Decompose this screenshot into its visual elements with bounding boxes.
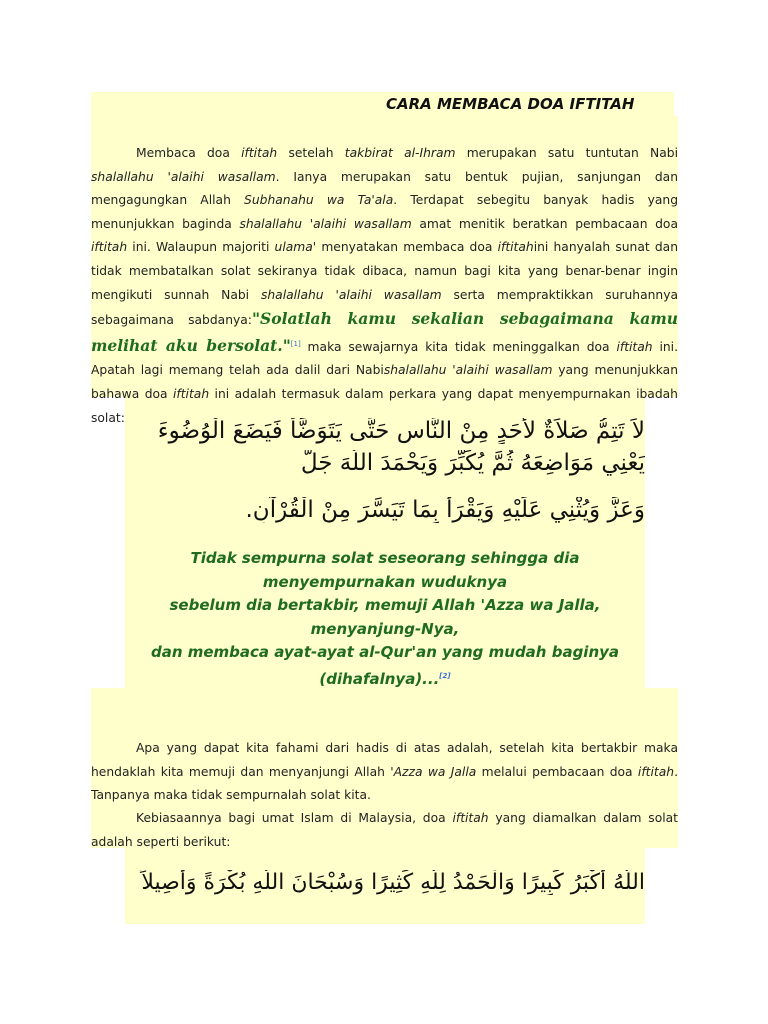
arabic-hadith-line-2: يَعْنِي مَوَاضِعَهُ ثُمَّ يُكَبِّرَ وَيَحْمَدَ اللَّهَ جَلَّ: [300, 450, 645, 476]
term-iftitah: iftitah: [452, 811, 489, 825]
text-run: . Tanpanya maka tidak sempurnalah solat kita.: [91, 764, 678, 803]
footnote-link-1[interactable]: [1]: [290, 339, 301, 348]
term-iftitah: iftitah: [91, 240, 128, 255]
translation-line: menyempurnakan wuduknya: [262, 572, 508, 591]
arabic-hadith-line-1: لاَ تَتِمُّ صَلاَةٌ لأَحَدٍ مِنْ النَّاسِ حَتَّى يَتَوَضَّأَ فَيَضَعَ الْوُضُوءَ: [157, 418, 645, 444]
hadith-quote: Solatlah kamu sekalian sebagaimana kamu melihat aku bersolat.: [91, 309, 678, 355]
term-iftitah: iftitah: [241, 146, 278, 160]
term-subhanahu: Subhanahu wa Ta'ala: [244, 193, 394, 208]
footnote-link-2[interactable]: [2]: [439, 671, 451, 680]
text-run: . Ianya merupakan satu bentuk pujian, sanjungan dan mengagungkan Allah: [91, 169, 678, 208]
highlight-gap: [91, 688, 678, 736]
page-title: CARA MEMBACA DOA IFTITAH: [386, 95, 635, 113]
term-salawat: shalallahu 'alaihi wasallam: [383, 363, 553, 378]
text-run: yang menunjukkan bahawa doa: [91, 363, 678, 402]
term-salawat: shalallahu 'alaihi wasallam: [260, 287, 442, 302]
text-run: merupakan satu tuntutan Nabi: [455, 146, 678, 160]
text-run: serta mempraktikkan suruhannya sebagaimana sabdanya:: [91, 287, 679, 328]
text-run: maka sewajarnya kita tidak meninggalkan doa: [300, 339, 617, 354]
hadith-quote-open: ": [251, 309, 261, 329]
text-run: setelah: [277, 146, 345, 160]
text-run: ini hanyalah sunat dan tidak membatalkan solat sekiranya tidak dibaca, namun bagi kita yang benar-benar ingin mengikuti sunnah Nabi: [91, 240, 678, 302]
term-salawat: shalallahu 'alaihi wasallam: [91, 169, 276, 184]
explanation-paragraph: [91, 737, 678, 808]
translation-line: menyanjung-Nya,: [310, 619, 460, 638]
translation-line-text: (dihafalnya)...: [319, 669, 440, 688]
text-run: amat menitik beratkan pembacaan doa: [411, 216, 678, 231]
practice-paragraph: [91, 807, 678, 854]
hadith-quote-close: ": [282, 335, 291, 355]
text-run: . Terdapat sebegitu banyak hadis yang menunjukkan baginda: [91, 193, 678, 231]
text-run: yang diamalkan dalam solat adalah seperti berikut:: [91, 811, 678, 849]
arabic-hadith-line-3: وَعَزَّ وَيُثْنِي عَلَيْهِ وَيَقْرَأُ بِمَا تَيَسَّرَ مِنْ الْقُرْآنِ.: [245, 497, 645, 523]
term-azza-wa-jalla: 'Azza wa Jalla: [390, 764, 477, 779]
intro-paragraph: [91, 142, 678, 430]
text-run: ini. Walaupun majoriti: [127, 240, 275, 255]
term-salawat: shalallahu 'alaihi wasallam: [239, 216, 412, 231]
text-run: ini. Apatah lagi memang telah ada dalil dari Nabi: [91, 339, 678, 378]
translation-line: dan membaca ayat-ayat al-Qur'an yang mudah baginya: [150, 643, 620, 662]
term-iftitah: iftitah: [172, 387, 210, 402]
translation-line: sebelum dia bertakbir, memuji Allah 'Azza wa Jalla,: [169, 596, 601, 615]
term-takbirat: takbirat al-Ihram: [344, 146, 456, 160]
translation-line: Tidak sempurna solat seseorang sehingga dia: [190, 549, 580, 567]
term-ulama: ulama': [274, 240, 317, 255]
text-run: Apa yang dapat kita fahami dari hadis di atas adalah, setelah kita bertakbir maka hendaklah kita memuji dan menyanjungi Allah: [91, 741, 678, 779]
text-run: ini adalah termasuk dalam perkara yang dapat menyempurnakan ibadah solat:: [91, 387, 678, 425]
term-iftitah: iftitah: [497, 240, 534, 255]
term-iftitah: iftitah: [616, 339, 653, 354]
text-run: Membaca doa: [136, 146, 242, 160]
text-run: Kebiasaannya bagi umat Islam di Malaysia, doa: [136, 811, 453, 825]
term-iftitah: iftitah: [637, 764, 675, 779]
translation-line: [125, 665, 645, 692]
text-run: menyatakan membaca doa: [316, 240, 498, 255]
arabic-dua: اللَّهُ أَكْبَرُ كَبِيرًا وَالْحَمْدُ لِلَّهِ كَثِيرًا وَسُبْحَانَ اللَّهِ بُكْرَةً وَأَصِيلاً: [141, 870, 645, 895]
hadith-translation: [125, 547, 645, 692]
text-run: melalui pembacaan doa: [476, 764, 638, 779]
